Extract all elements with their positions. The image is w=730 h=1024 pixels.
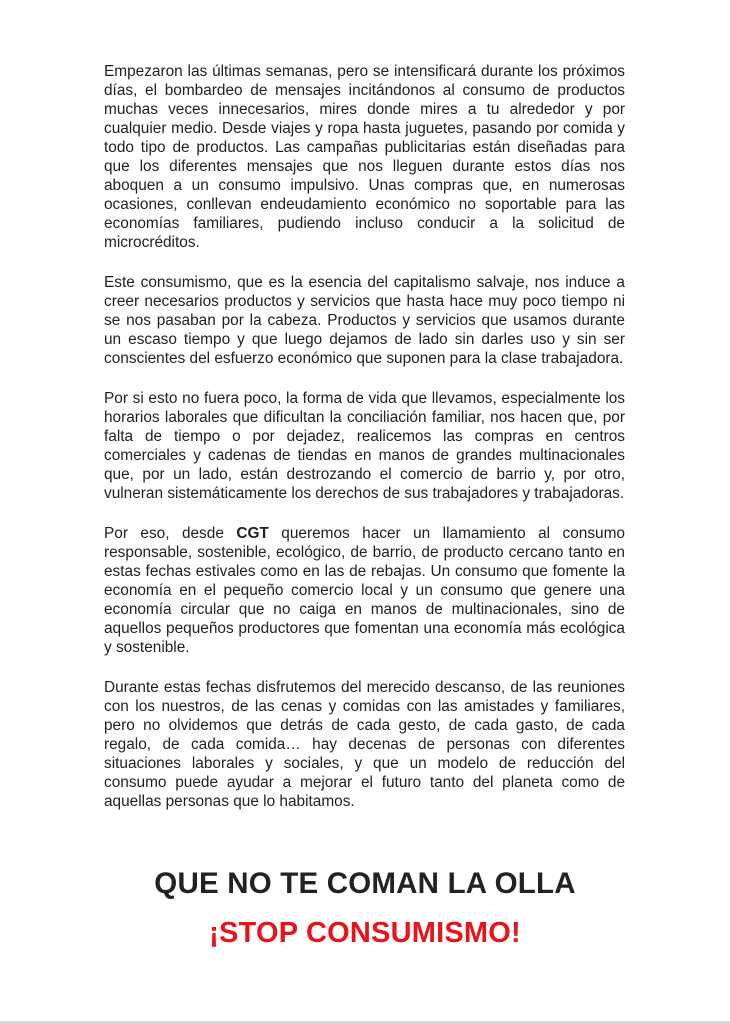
paragraph-5: Durante estas fechas disfrutemos del merecido descanso, de las reuniones con los nuestros, de las cenas y comidas con las amistades y familiares, pero no olvidemos que detrás de cada gesto, de cada gasto, de cada regalo, de cada comida… hay decenas de personas con diferentes situaciones laborales y sociales, y que un modelo de reducción del consumo puede ayudar a mejorar el futuro tanto del planeta como de aquellas personas que lo habitamos. (104, 679, 625, 810)
paragraph-4 (104, 524, 625, 657)
paragraph-2: Este consumismo, que es la esencia del capitalismo salvaje, nos induce a creer necesarios productos y servicios que hasta hace muy poco tiempo ni se nos pasaban por la cabeza. Productos y servicios que usamos durante un escaso tiempo y que luego dejamos de lado sin darles uso y sin ser conscientes del esfuerzo económico que suponen para la clase trabajadora. (104, 274, 625, 367)
paragraph-3: Por si esto no fuera poco, la forma de vida que llevamos, especialmente los horarios laborales que dificultan la conciliación familiar, nos hacen que, por falta de tiempo o por dejadez, realicemos las compras en centros comerciales y cadenas de tiendas en manos de grandes multinacionales que, por un lado, están destrozando el comercio de barrio y, por otro, vulneran sistemáticamente los derechos de sus trabajadores y trabajadoras. (104, 390, 625, 502)
document-body (104, 62, 625, 832)
paragraph-4-intro: Por eso, desde (104, 525, 237, 542)
headline: QUE NO TE COMAN LA OLLA (154, 867, 576, 900)
paragraph-4-text: queremos hacer un llamamiento al consumo responsable, sostenible, ecológico, de barrio, de producto cercano tanto en estas fechas estivales como en las de rebajas. Un consumo que fomente la economía en el pequeño comercio local y un consumo que genere una economía circular que no caiga en manos de multinacionales, sino de aquellos pequeños productores que fomentan una economía más ecológica y sostenible. (104, 525, 625, 656)
slogan: ¡STOP CONSUMISMO! (209, 917, 521, 949)
cgt-name: CGT (236, 525, 269, 542)
paragraph-1: Empezaron las últimas semanas, pero se intensificará durante los próximos días, el bombardeo de mensajes incitándonos al consumo de productos muchas veces innecesarios, mires donde mires a tu alrededor y por cualquier medio. Desde viajes y ropa hasta juguetes, pasando por comida y todo tipo de productos. Las campañas publicitarias están diseñadas para que los diferentes mensajes que nos lleguen durante estos días nos aboquen a un consumo impulsivo. Unas compras que, en numerosas ocasiones, conllevan endeudamiento económico no soportable para las economías familiares, pudiendo incluso conducir a la solicitud de microcréditos. (104, 63, 625, 251)
